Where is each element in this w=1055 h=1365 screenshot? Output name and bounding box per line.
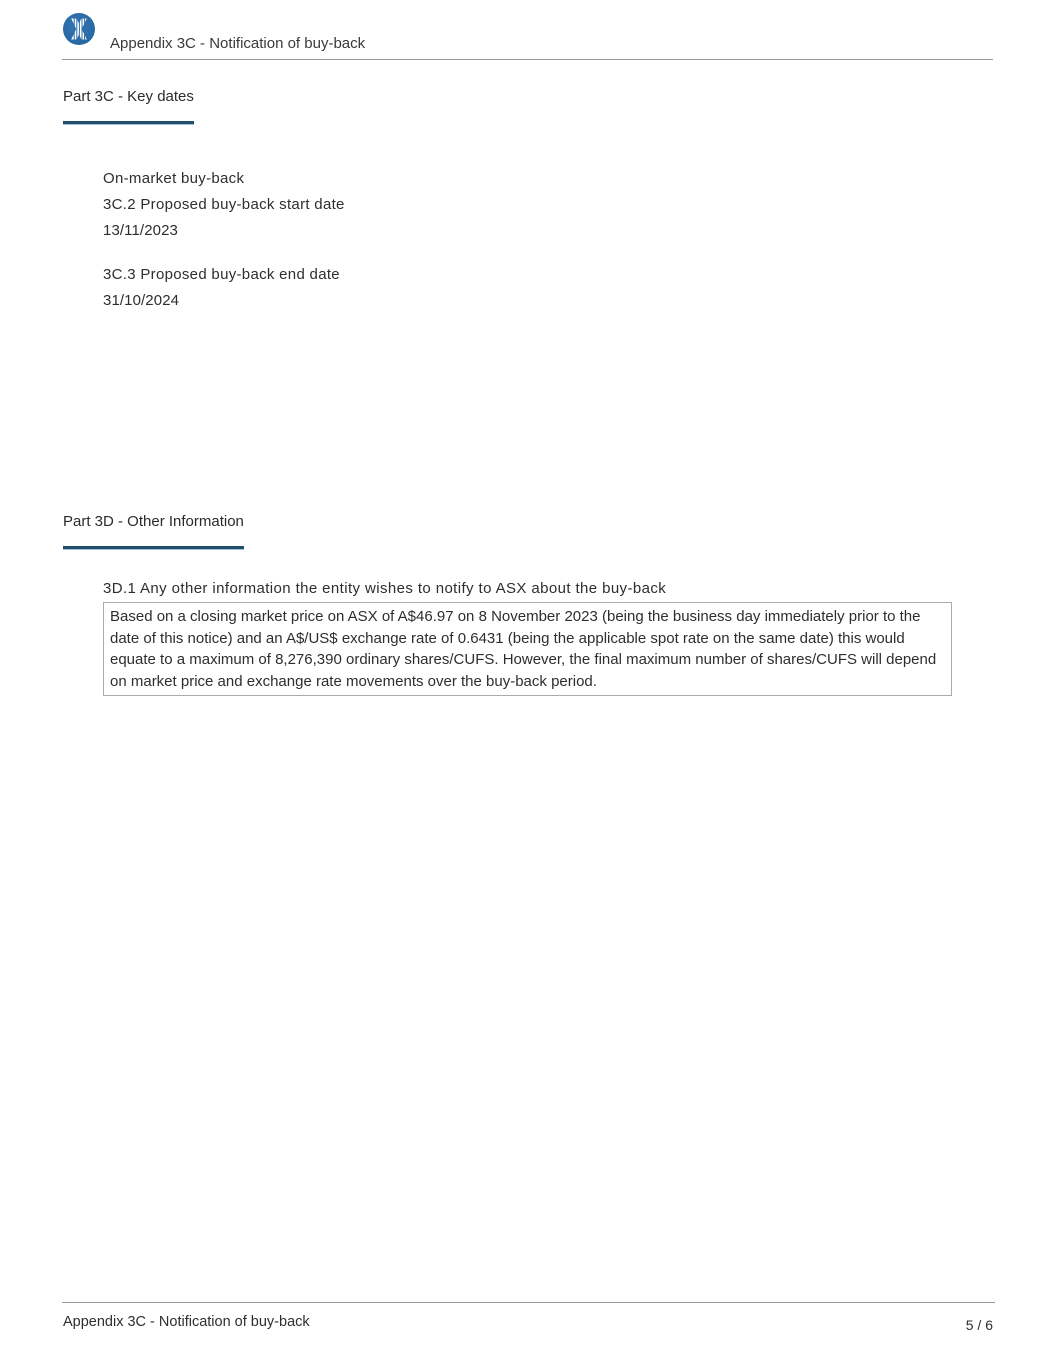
field-3d1-label: 3D.1 Any other information the entity wishes to notify to ASX about the buy-back (103, 580, 667, 597)
field-3c2-value: 13/11/2023 (103, 222, 178, 239)
part-3c-fields (103, 166, 345, 314)
part-3c-heading: Part 3C - Key dates (63, 88, 194, 124)
field-3c3-label: 3C.3 Proposed buy-back end date (103, 266, 340, 283)
footer-divider (62, 1302, 995, 1303)
document-title: Appendix 3C - Notification of buy-back (110, 35, 366, 52)
field-3c3-value: 31/10/2024 (103, 292, 180, 309)
field-3d1-value-box: Based on a closing market price on ASX of A$46.97 on 8 November 2023 (being the business day immediately prior to the date of this notice) and an A$/US$ exchange rate of 0.6431 (being the applicable spot rate on the same date) this would equate to a maximum of 8,276,390 ordinary shares/CUFS. However, the final maximum number of shares/CUFS will depend on market price and exchange rate movements over the buy-back period. (103, 602, 952, 696)
field-spacer (103, 244, 345, 262)
header-divider (62, 59, 993, 60)
field-3c2-label: 3C.2 Proposed buy-back start date (103, 196, 345, 213)
footer-title: Appendix 3C - Notification of buy-back (63, 1314, 310, 1330)
buyback-type-label: On-market buy-back (103, 170, 245, 187)
page-number: 5 / 6 (965, 1317, 993, 1333)
asx-logo-icon (63, 13, 95, 45)
part-3d-heading: Part 3D - Other Information (63, 513, 244, 549)
